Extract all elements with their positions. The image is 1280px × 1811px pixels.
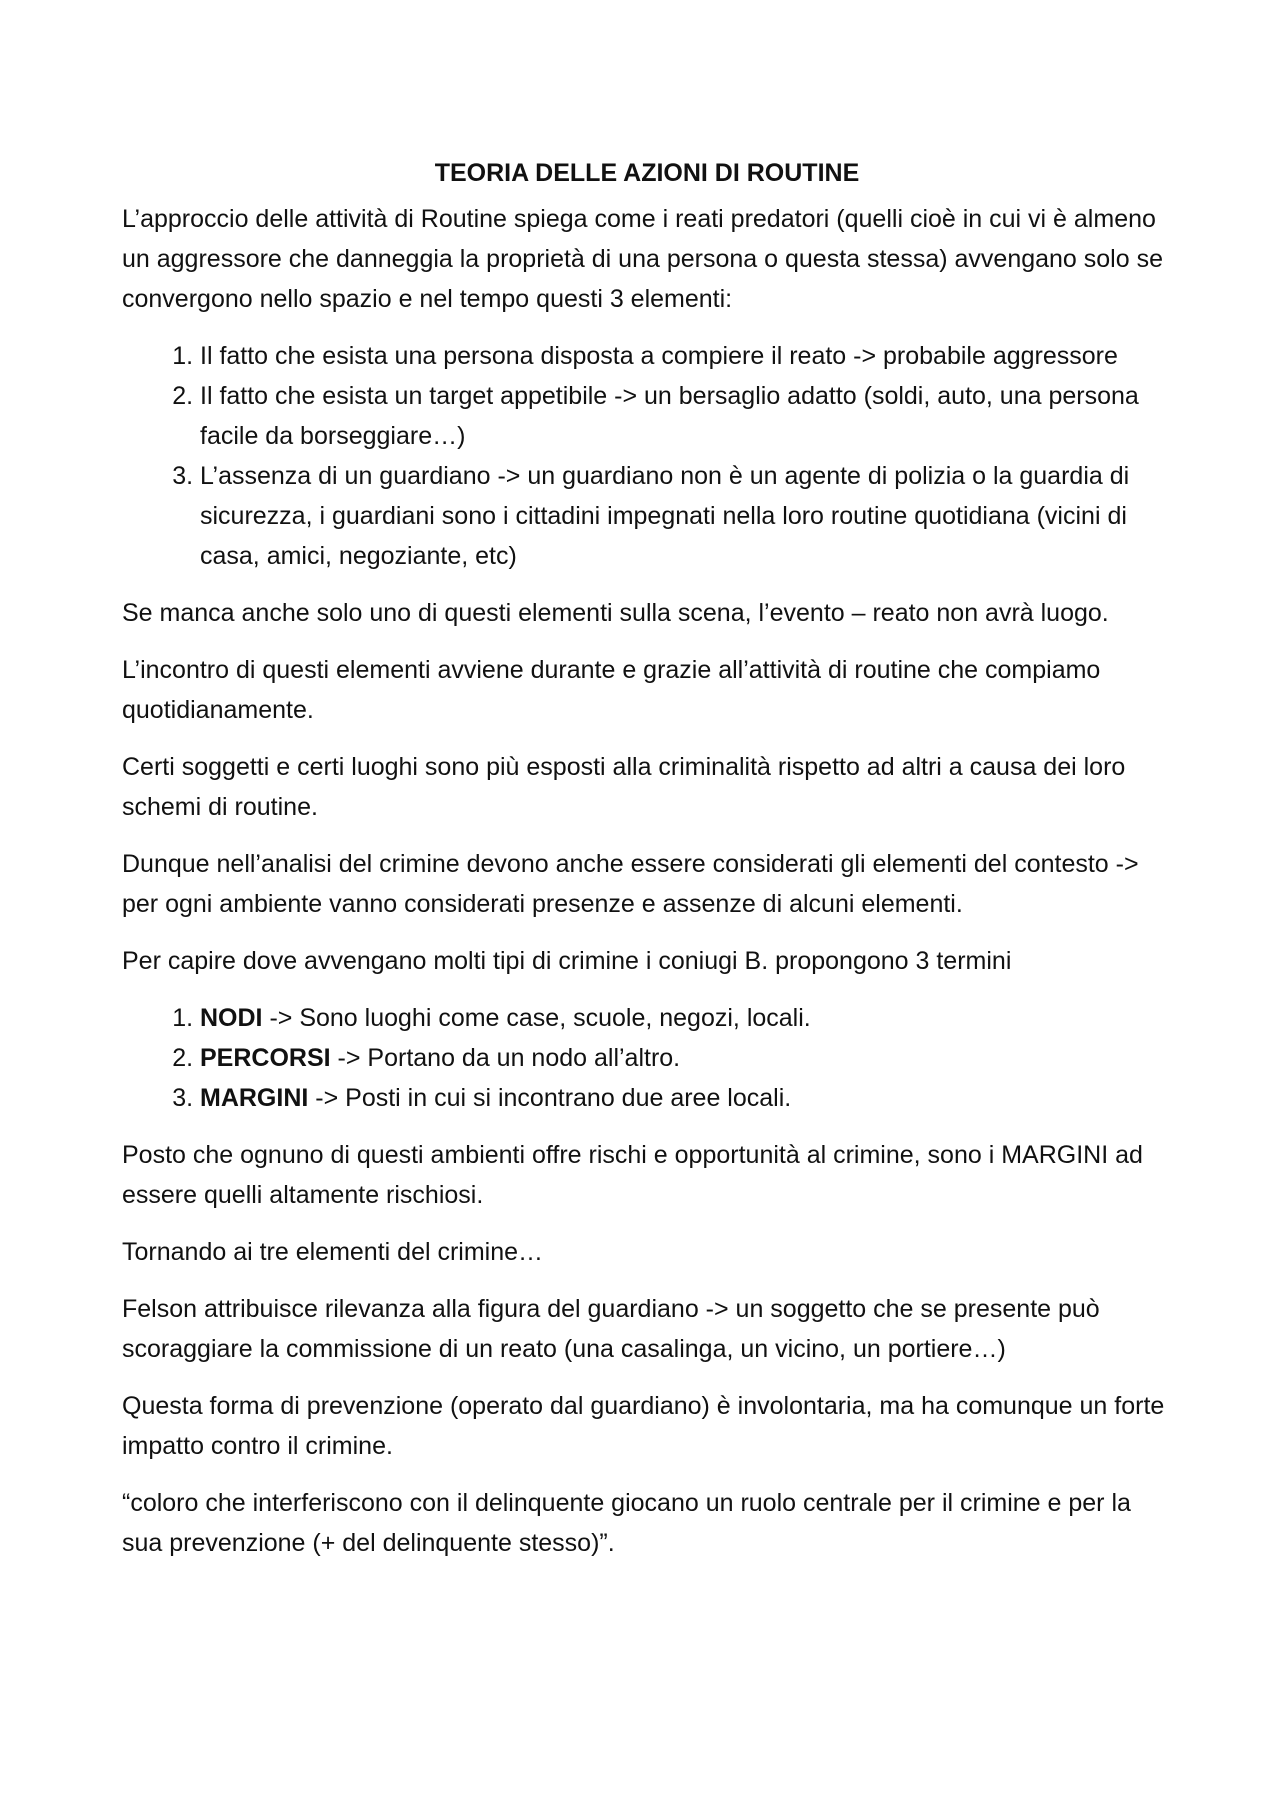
- term-description: -> Sono luoghi come case, scuole, negozi, locali.: [262, 1004, 811, 1032]
- list-item: [200, 998, 1172, 1038]
- paragraph: Tornando ai tre elementi del crimine…: [122, 1238, 544, 1266]
- list-item: 3. L’assenza di un guardiano -> un guardiano non è un agente di polizia o la guardia di sicurezza, i guardiani sono i cittadini impegnati nella loro routine quotidiana (vicini di casa, amici, negoziante, etc): [200, 456, 1172, 576]
- term-description: -> Posti in cui si incontrano due aree locali.: [308, 1084, 792, 1112]
- term-description: -> Portano da un nodo all’altro.: [330, 1044, 681, 1072]
- paragraph: Dunque nell’analisi del crimine devono anche essere considerati gli elementi del contesto -> per ogni ambiente vanno considerati presenze e assenze di alcuni elementi.: [122, 850, 1139, 918]
- list-item: 2. Il fatto che esista un target appetibile -> un bersaglio adatto (soldi, auto, una persona facile da borseggiare…): [200, 376, 1172, 456]
- paragraph: Felson attribuisce rilevanza alla figura del guardiano -> un soggetto che se presente può scoraggiare la commissione di un reato (una casalinga, un vicino, un portiere…): [122, 1295, 1100, 1363]
- intro-paragraph: L’approccio delle attività di Routine spiega come i reati predatori (quelli cioè in cui vi è almeno un aggressore che danneggia la proprietà di una persona o questa stessa) avvengano solo se convergono nello spazio e nel tempo questi 3 elementi:: [122, 205, 1163, 313]
- term-label: PERCORSI: [200, 1044, 331, 1072]
- list-item: 1. Il fatto che esista una persona disposta a compiere il reato -> probabile aggressore: [200, 336, 1172, 376]
- paragraph: Posto che ognuno di questi ambienti offre rischi e opportunità al crimine, sono i MARGINI ad essere quelli altamente rischiosi.: [122, 1141, 1143, 1209]
- term-label: MARGINI: [200, 1084, 309, 1112]
- document-body: [122, 153, 1172, 1580]
- paragraph: L’incontro di questi elementi avviene durante e grazie all’attività di routine che compiamo quotidianamente.: [122, 656, 1101, 724]
- paragraph: Se manca anche solo uno di questi elementi sulla scena, l’evento – reato non avrà luogo.: [122, 599, 1109, 627]
- elements-list: [122, 336, 1172, 576]
- page-title: TEORIA DELLE AZIONI DI ROUTINE: [434, 159, 860, 187]
- list-item: [200, 1078, 1172, 1118]
- paragraph: Certi soggetti e certi luoghi sono più esposti alla criminalità rispetto ad altri a causa dei loro schemi di routine.: [122, 753, 1126, 821]
- quote-paragraph: “coloro che interferiscono con il delinquente giocano un ruolo centrale per il crimine e per la sua prevenzione (+ del delinquente stesso)”.: [122, 1489, 1131, 1557]
- list-item: [200, 1038, 1172, 1078]
- term-label: NODI: [200, 1004, 263, 1032]
- paragraph: Per capire dove avvengano molti tipi di crimine i coniugi B. propongono 3 termini: [122, 947, 1012, 975]
- terms-list: [122, 998, 1172, 1118]
- paragraph: Questa forma di prevenzione (operato dal guardiano) è involontaria, ma ha comunque un forte impatto contro il crimine.: [122, 1392, 1165, 1460]
